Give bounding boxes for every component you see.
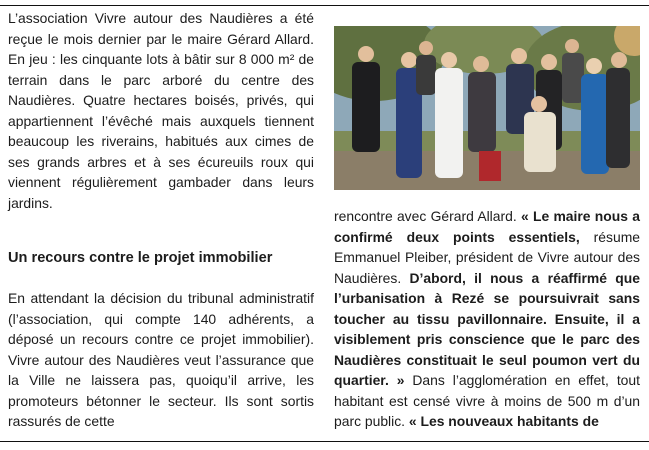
text-segment: Dans l’agglomération en effet, tout habitant est censé vivre à moins de 500 m d’un parc public.	[334, 372, 640, 429]
left-column-lower	[8, 288, 314, 432]
quote-segment: « Le maire nous a confirmé deux points essentiels,	[334, 208, 640, 245]
paragraph-rencontre	[334, 206, 640, 432]
quote-segment: « Les nouveaux habitants de	[408, 413, 599, 429]
text-segment: résume Emmanuel Pleiber, président de Vivre autour des Naudières.	[334, 228, 640, 286]
text-segment: rencontre avec Gérard Allard.	[334, 208, 521, 224]
quote-segment: D’abord, il nous a réaffirmé que l’urbanisation à Rezé se poursuivrait sans toucher au tissu pavillonnaire. Ensuite, il a visiblement pris conscience que le parc des Naudières constituait le seul poumon vert du quartier. »	[334, 269, 640, 388]
top-rule	[0, 5, 649, 6]
paragraph-recours: En attendant la décision du tribunal administratif (l’association, qui compte 140 adhérents, a déposé un recours contre ce projet immobilier). Vivre autour des Naudières veut l’assurance que la Ville ne laissera pas, quoiqu’il arrive, les promoteurs bétonner le secteur. Ils sont sortis rassurés de cette	[8, 290, 314, 429]
subheading: Un recours contre le projet immobilier	[8, 250, 273, 266]
group-photo	[334, 26, 640, 190]
paragraph-intro: L’association Vivre autour des Naudières a été reçue le mois dernier par le maire Gérard Allard. En jeu : les cinquante lots à bâtir sur 8 000 m² de terrain dans le parc arboré du centre des Naudières. Quatre hectares boisés, privés, qui appartiennent l’évêché mais auxquels tiennent beaucoup les riverains, habitués aux cimes de ses grands arbres et à ses écureuils roux qui viennent régulièrement gambader dans leurs jardins.	[8, 10, 314, 211]
left-column	[8, 8, 314, 213]
bottom-rule	[0, 441, 649, 442]
right-column	[334, 206, 640, 432]
group-photo-icon	[334, 26, 640, 190]
